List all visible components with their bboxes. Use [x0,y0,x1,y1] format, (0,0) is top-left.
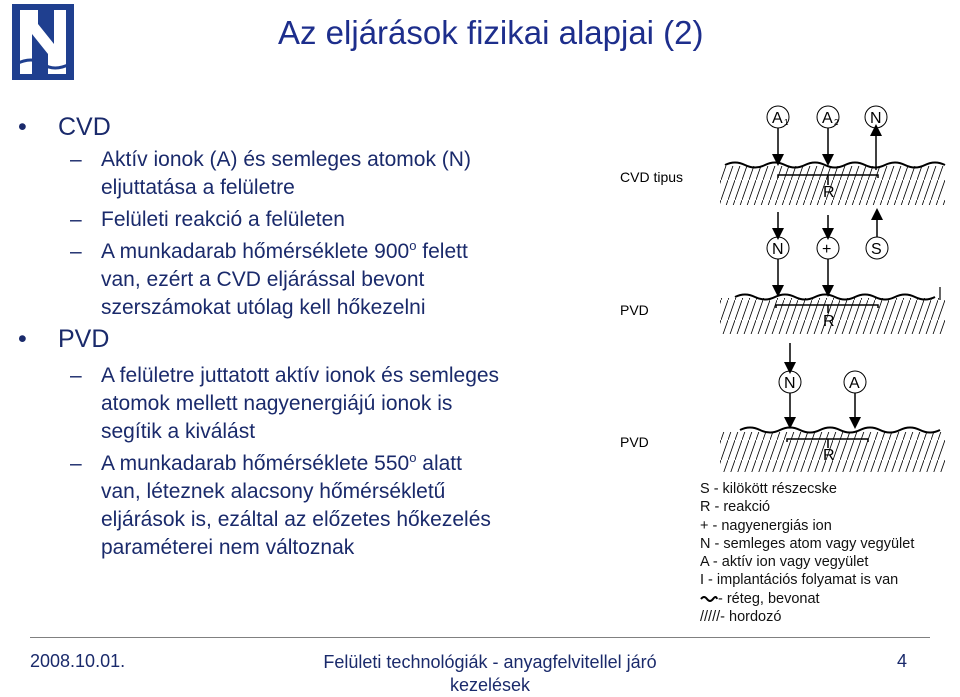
sub-text: A munkadarab hőmérséklete 900$^o$ felett [101,238,468,263]
sub-bullet [18,450,608,562]
circle-label: N [870,110,882,127]
legend-item: - réteg, bevonat [700,590,914,608]
circle-label: N [784,375,796,392]
dash-marker: – [70,364,82,387]
reaction-label: R [823,184,835,201]
sub-text: eljuttatása a felületre [101,176,295,199]
coating-layer [740,428,940,433]
footer-date: 2008.10.01. [30,651,126,671]
sub-text: A felületre juttatott aktív ionok és semleges [101,364,500,387]
dash-marker: – [70,208,82,231]
legend-item: I - implantációs folyamat is van [700,572,899,589]
bullet-dot: • [18,325,27,353]
dash-marker: – [70,452,82,475]
circle-label: + [822,241,832,258]
bullet-cvd [18,112,608,142]
bullet-label: CVD [58,113,111,141]
row-label-pvd-2: PVD [620,434,649,450]
bullet-label: PVD [58,325,110,353]
footer-title [270,651,710,697]
bullet-dot: • [18,113,27,141]
dash-marker: – [70,240,82,263]
sub-bullet [18,206,608,234]
sub-text: paraméterei nem változnak [101,536,355,559]
legend-item: S - kilökött részecske [700,481,837,497]
page-number: 4 [897,651,908,671]
circle-sub: 2 [834,118,839,127]
sub-bullet [18,362,608,446]
sub-text: atomok mellett nagyenergiájú ionok is [101,392,453,415]
circle-label: S [871,241,882,258]
diagram-legend [700,480,914,626]
sub-text: van, ezért a CVD eljárással bevont [101,268,425,291]
bullet-pvd [18,324,608,354]
sub-text: eljárások is, ezáltal az előzetes hőkezelés [101,508,491,531]
sub-text: segítik a kiválást [101,420,256,443]
footer-title-line: Felületi technológiák - anyagfelvitellel járó [323,652,657,672]
circle-sub: 1 [784,118,789,127]
legend-item: /////- hordozó [700,609,782,626]
legend-item: R - reakció [700,499,771,516]
legend-item: N - semleges atom vagy vegyület [700,535,915,552]
circle-label: A [822,110,833,127]
circle-label: A [772,110,783,127]
legend-item: + - nagyenergiás ion [700,517,832,534]
bullet-list [18,110,608,562]
slide-title: Az eljárások fizikai alapjai (2) [278,14,704,51]
wavy-layer-icon [700,594,718,604]
footer-title-line: kezelések [449,675,531,695]
circle-label: N [772,241,784,258]
sub-bullet [18,238,608,322]
circle-label: A [849,375,860,392]
reaction-label: R [823,313,835,330]
dash-marker: – [70,148,82,171]
legend-item: A - aktív ion vagy vegyület [700,554,869,571]
sub-text: szerszámokat utólag kell hőkezelni [101,296,426,319]
sub-bullet [18,146,608,202]
sub-text: A munkadarab hőmérséklete 550$^o$ alatt [101,450,462,475]
row-label-cvd: CVD tipus [620,169,684,185]
sub-text: Felületi reakció a felületen [101,208,345,231]
sub-text: Aktív ionok (A) és semleges atomok (N) [101,148,471,171]
reaction-label: R [823,447,835,464]
footer-divider [30,637,930,638]
institution-logo [12,4,74,80]
row-label-pvd-1: PVD [620,302,649,318]
sub-text: van, léteznek alacsony hőmérsékletű [101,480,446,503]
